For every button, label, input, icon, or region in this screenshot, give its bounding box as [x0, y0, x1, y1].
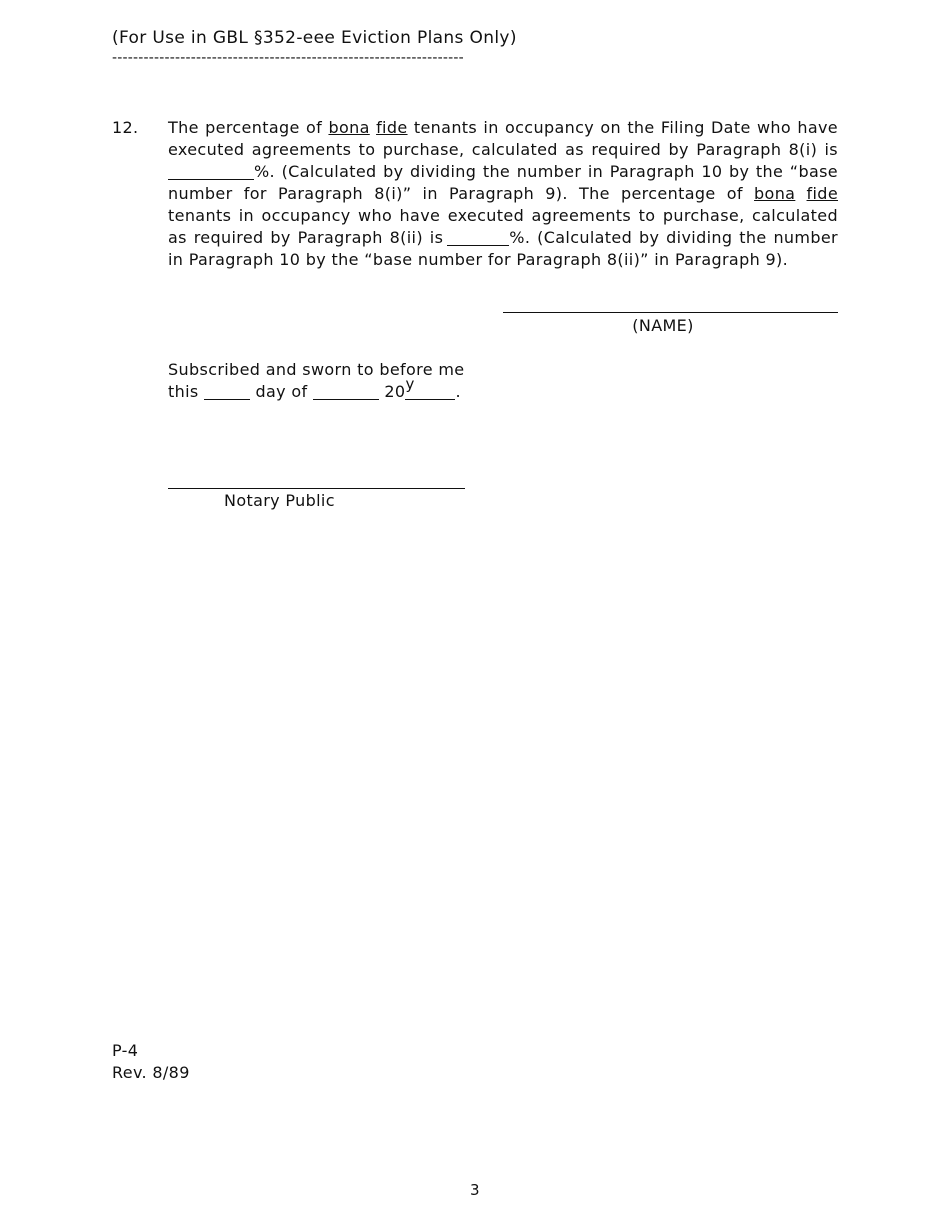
- percent-blank-8ii[interactable]: [447, 229, 509, 246]
- name-signature-line[interactable]: [503, 312, 838, 313]
- day-blank[interactable]: [204, 383, 250, 400]
- header-rule: -------------------------------------------------------------------: [112, 50, 464, 66]
- name-label: (NAME): [632, 316, 694, 335]
- notary-label: Notary Public: [224, 491, 335, 510]
- jurat-twenty: 20: [378, 382, 406, 401]
- fide-term-2: fide: [806, 184, 839, 203]
- paragraph-number: 12.: [112, 118, 139, 137]
- jurat-line-2: [168, 375, 464, 403]
- para-text-1: The percentage of: [168, 118, 329, 137]
- bona-term: bona: [328, 118, 370, 137]
- para-text-4: tenants in occupancy who have executed agreements to purchase, calculated as required by Paragraph 8(ii) is: [168, 206, 838, 247]
- jurat: [168, 359, 464, 403]
- form-revision: Rev. 8/89: [112, 1063, 190, 1082]
- jurat-this: this: [168, 382, 205, 401]
- para-text-5: %. (Calculated by dividing the number in Paragraph 10 by the “base number for Paragraph 8(ii)” in Paragraph 9).: [168, 228, 838, 269]
- page-number: 3: [470, 1181, 480, 1199]
- notary-signature-line[interactable]: [168, 488, 465, 489]
- percent-blank-8i[interactable]: [168, 163, 254, 180]
- para-text-2: tenants in occupancy on the Filing Date who have executed agreements to purchase, calculated as required by Paragraph 8(i) is: [168, 118, 838, 159]
- bona-term-2: bona: [754, 184, 796, 203]
- para-text-3: %. (Calculated by dividing the number in Paragraph 10 by the “base number for Paragraph 8(i)” in Paragraph 9). The percentage of: [168, 162, 838, 203]
- jurat-line-1: Subscribed and sworn to before me: [168, 360, 465, 379]
- month-blank[interactable]: [313, 383, 379, 400]
- page-header: (For Use in GBL §352-eee Eviction Plans Only): [112, 28, 517, 48]
- form-id: P-4: [112, 1041, 139, 1060]
- fide-term: fide: [376, 118, 408, 137]
- paragraph-12: [168, 117, 838, 271]
- year-mark: y: [405, 375, 415, 393]
- jurat-day-of: day of: [250, 382, 313, 401]
- jurat-period: .: [455, 382, 461, 401]
- year-blank[interactable]: [405, 375, 455, 400]
- form-footer: [112, 1040, 190, 1084]
